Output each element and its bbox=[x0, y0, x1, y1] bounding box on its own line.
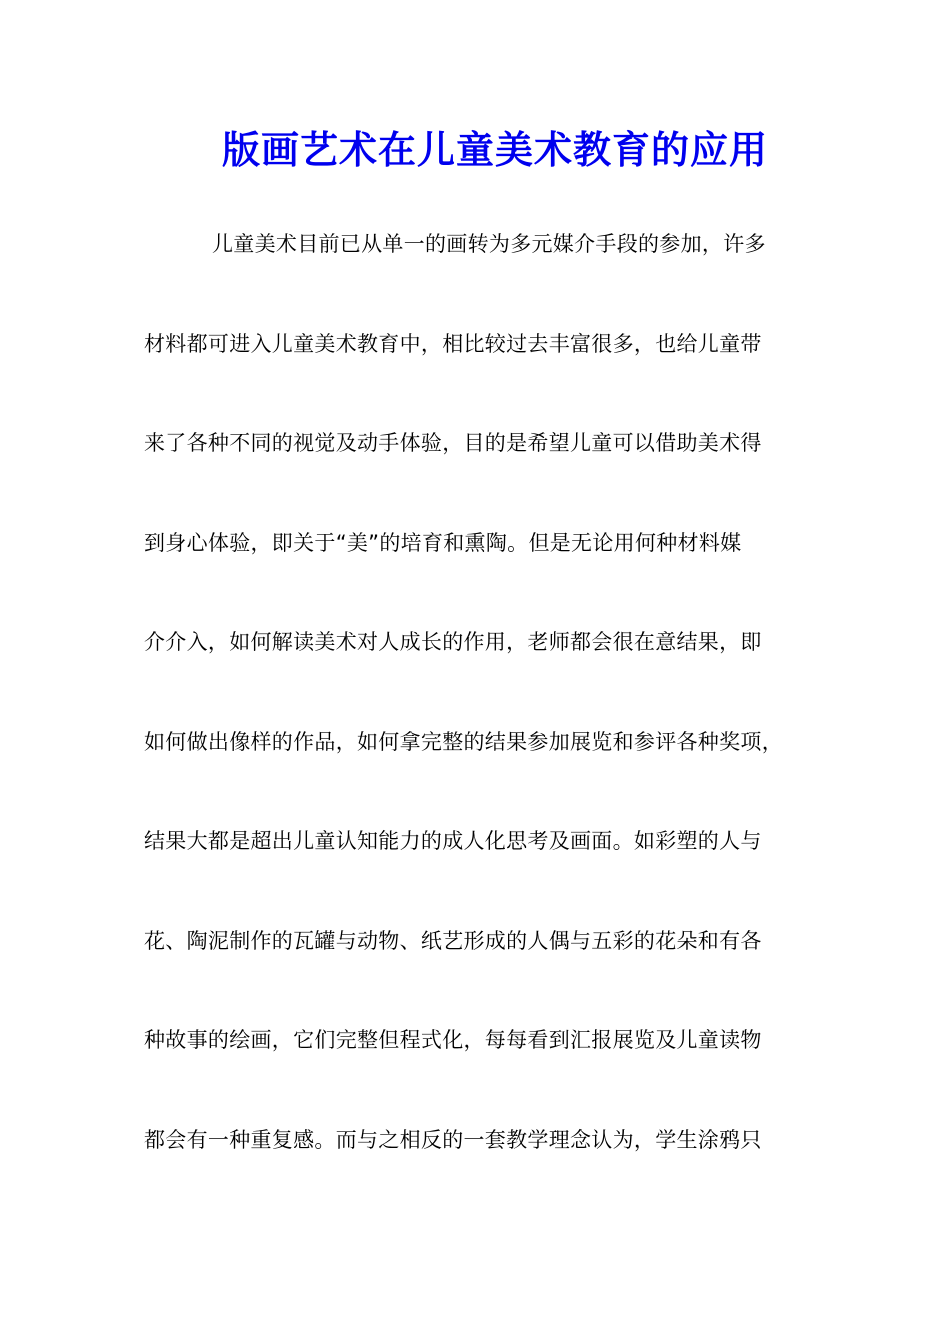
paragraph-line: 花、陶泥制作的瓦罐与动物、纸艺形成的人偶与五彩的花朵和有各 bbox=[144, 928, 762, 953]
paragraph-line: 介介入，如何解读美术对人成长的作用，老师都会很在意结果，即 bbox=[144, 630, 762, 654]
paragraph-line: 如何做出像样的作品，如何拿完整的结果参加展览和参评各种奖项， bbox=[144, 729, 783, 754]
paragraph-line: 来了各种不同的视觉及动手体验，目的是希望儿童可以借助美术得 bbox=[144, 431, 762, 455]
paragraph-line: 都会有一种重复感。而与之相反的一套教学理念认为，学生涂鸦只 bbox=[144, 1127, 762, 1152]
paragraph-line: 到身心体验，即关于“美”的培育和熏陶。但是无论用何种材料媒 bbox=[144, 530, 742, 555]
paragraph-line: 材料都可进入儿童美术教育中，相比较过去丰富很多，也给儿童带 bbox=[144, 331, 762, 356]
document-title: 版画艺术在儿童美术教育的应用 bbox=[221, 127, 768, 172]
paragraph-line: 儿童美术目前已从单一的画转为多元媒介手段的参加，许多 bbox=[212, 232, 766, 256]
paragraph-line: 结果大都是超出儿童认知能力的成人化思考及画面。如彩塑的人与 bbox=[144, 829, 762, 853]
paragraph-line: 种故事的绘画，它们完整但程式化，每每看到汇报展览及儿童读物 bbox=[144, 1028, 762, 1052]
document-body bbox=[144, 222, 824, 1217]
